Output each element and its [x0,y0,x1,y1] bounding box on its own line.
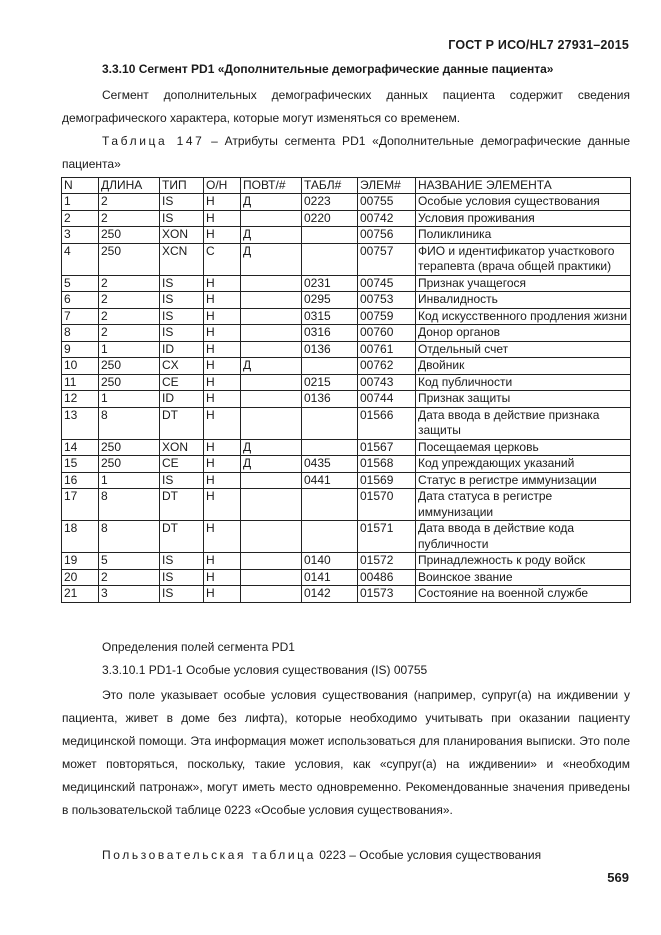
table-cell: IS [160,472,204,489]
table-row [62,439,631,456]
user-table-text: 0223 – Особые условия существования [315,848,542,862]
table-row [62,325,631,342]
table-cell: Д [241,456,302,473]
table-cell: 00759 [358,308,416,325]
table-cell: 1 [62,194,99,211]
table-cell [241,292,302,309]
table-cell: 0220 [302,210,358,227]
table-cell: Воинское звание [416,569,631,586]
table-cell: Д [241,227,302,244]
table-cell: Н [204,341,241,358]
table-cell: Принадлежность к роду войск [416,553,631,570]
table-cell: Отдельный счет [416,341,631,358]
table-cell: 0136 [302,391,358,408]
table-row [62,586,631,603]
table-cell [302,489,358,521]
table-header-row [62,178,631,194]
table-cell: Н [204,472,241,489]
table-cell: Поликлиника [416,227,631,244]
table-cell: XON [160,227,204,244]
definitions-subheading: 3.3.10.1 PD1-1 Особые условия существования (IS) 00755 [102,663,428,677]
table-cell: Код искусственного продления жизни [416,308,631,325]
table-cell: IS [160,194,204,211]
table-cell [241,275,302,292]
table-cell: Инвалидность [416,292,631,309]
table-cell: Состояние на военной службе [416,586,631,603]
table-cell: 9 [62,341,99,358]
table-cell: Н [204,358,241,375]
table-cell: 19 [62,553,99,570]
table-row [62,227,631,244]
table-cell: IS [160,210,204,227]
table-cell: Дата ввода в действие кода публичности [416,521,631,553]
table-cell [302,439,358,456]
table-cell: Признак учащегося [416,275,631,292]
table-cell: Условия проживания [416,210,631,227]
table-row [62,308,631,325]
table-cell [302,407,358,439]
column-header: ТИП [160,178,204,194]
table-cell: 00486 [358,569,416,586]
table-cell: 2 [99,292,160,309]
table-cell: IS [160,586,204,603]
table-row [62,374,631,391]
definitions-body: Это поле указывает особые условия существования (например, супруг(а) на иждивении у пациента, живет в доме без лифта), которые необходимо учитывать при оказании пациенту медицинской помощи. Эта информация может использоваться для планирования выписки. Это поле может повторяться, поскольку, такие условия, как «супруг(а) на иждивении» и «необходим медицинский патронаж», могут иметь место одновременно. Рекомендованные значения приведены в пользовательской таблице 0223 «Особые условия существования». [62,688,630,817]
table-cell: 3 [99,586,160,603]
table-cell: 2 [99,325,160,342]
table-cell: 01569 [358,472,416,489]
table-cell: Н [204,489,241,521]
table-cell: 250 [99,243,160,275]
table-cell: Н [204,569,241,586]
table-cell [241,521,302,553]
table-cell: Признак защиты [416,391,631,408]
table-cell: Д [241,243,302,275]
table-cell: Дата ввода в действие признака защиты [416,407,631,439]
table-cell: 0142 [302,586,358,603]
table-row [62,569,631,586]
table-cell: Н [204,275,241,292]
table-cell: DT [160,521,204,553]
user-table-caption [102,848,541,862]
section-title: 3.3.10 Сегмент PD1 «Дополнительные демографические данные пациента» [102,62,554,76]
table-cell: 01572 [358,553,416,570]
table-cell: 12 [62,391,99,408]
table-cell [241,325,302,342]
table-cell: CE [160,374,204,391]
column-header: НАЗВАНИЕ ЭЛЕМЕНТА [416,178,631,194]
table-row [62,243,631,275]
table-cell: 250 [99,374,160,391]
definitions-heading: Определения полей сегмента PD1 [102,640,295,654]
user-table-label: Пользовательская таблица [102,848,316,862]
table-cell: 21 [62,586,99,603]
table-cell: 17 [62,489,99,521]
table-cell: 00753 [358,292,416,309]
attributes-table [61,177,631,603]
table-cell: IS [160,275,204,292]
table-cell [302,358,358,375]
table-cell: Донор органов [416,325,631,342]
table-cell [241,489,302,521]
table-caption-text: – Атрибуты сегмента PD1 «Дополнительные демографические данные пациента» [62,134,630,171]
table-cell: Н [204,586,241,603]
table-cell: 00755 [358,194,416,211]
table-cell: Статус в регистре иммунизации [416,472,631,489]
table-cell: DT [160,407,204,439]
table-cell: Двойник [416,358,631,375]
table-cell: 14 [62,439,99,456]
table-cell [302,227,358,244]
table-cell: 0316 [302,325,358,342]
table-cell: 15 [62,456,99,473]
table-cell: 4 [62,243,99,275]
table-cell [241,210,302,227]
table-cell: DT [160,489,204,521]
table-cell [241,586,302,603]
table-cell: Особые условия существования [416,194,631,211]
table-cell: 1 [99,341,160,358]
table-cell: 0441 [302,472,358,489]
table-cell: 8 [99,489,160,521]
table-row [62,553,631,570]
table-cell: 1 [99,472,160,489]
table-cell: 0136 [302,341,358,358]
table-cell: 5 [99,553,160,570]
table-cell [241,472,302,489]
table-row [62,521,631,553]
table-cell: 8 [99,407,160,439]
table-cell [241,569,302,586]
table-cell: 00744 [358,391,416,408]
table-cell: 18 [62,521,99,553]
table-cell: IS [160,292,204,309]
table-row [62,407,631,439]
table-cell: 16 [62,472,99,489]
table-cell: 00756 [358,227,416,244]
table-cell: 2 [99,569,160,586]
table-cell: Н [204,439,241,456]
table-cell: 10 [62,358,99,375]
table-cell [241,407,302,439]
table-cell: 8 [62,325,99,342]
table-cell: 20 [62,569,99,586]
column-header: N [62,178,99,194]
table-cell: 0315 [302,308,358,325]
table-cell: Дата статуса в регистре иммунизации [416,489,631,521]
section-intro: Сегмент дополнительных демографических данных пациента содержит сведения демографического характера, которые могут изменяться со временем. [62,88,630,125]
table-cell [241,341,302,358]
column-header: ЭЛЕМ# [358,178,416,194]
table-cell: 2 [62,210,99,227]
table-cell: 2 [99,308,160,325]
table-cell: 0215 [302,374,358,391]
table-cell: 0223 [302,194,358,211]
table-cell: 01566 [358,407,416,439]
table-cell: Н [204,553,241,570]
column-header: ПОВТ/# [241,178,302,194]
table-cell: ID [160,341,204,358]
table-cell: CX [160,358,204,375]
table-cell: 250 [99,439,160,456]
table-cell: Н [204,407,241,439]
table-cell: 2 [99,194,160,211]
table-cell: 01570 [358,489,416,521]
table-cell: 250 [99,456,160,473]
table-cell: 7 [62,308,99,325]
table-cell: Н [204,210,241,227]
table-cell: 3 [62,227,99,244]
table-row [62,194,631,211]
table-cell: 1 [99,391,160,408]
table-row [62,275,631,292]
table-cell: 00762 [358,358,416,375]
table-body [62,194,631,603]
table-cell: ID [160,391,204,408]
table-row [62,489,631,521]
table-row [62,358,631,375]
table-cell [241,308,302,325]
table-cell: 01571 [358,521,416,553]
page-number: 569 [607,870,629,885]
table-row [62,391,631,408]
table-cell: 250 [99,358,160,375]
column-header: ДЛИНА [99,178,160,194]
table-cell: 0435 [302,456,358,473]
table-caption-label: Таблица 147 [102,134,205,148]
table-cell: ФИО и идентификатор участкового терапевта (врача общей практики) [416,243,631,275]
table-cell: Д [241,358,302,375]
table-cell: 00743 [358,374,416,391]
table-cell: Н [204,456,241,473]
table-cell: Н [204,374,241,391]
table-cell [241,374,302,391]
table-cell: CE [160,456,204,473]
table-cell [241,553,302,570]
table-cell: 8 [99,521,160,553]
table-cell: Н [204,308,241,325]
table-cell: 0140 [302,553,358,570]
table-cell: Н [204,325,241,342]
table-cell: С [204,243,241,275]
table-cell: 0141 [302,569,358,586]
table-cell: Код публичности [416,374,631,391]
table-cell: 0231 [302,275,358,292]
table-cell: 6 [62,292,99,309]
table-row [62,292,631,309]
table-cell: Н [204,194,241,211]
table-cell: Н [204,292,241,309]
table-row [62,456,631,473]
table-cell: IS [160,569,204,586]
table-cell: Посещаемая церковь [416,439,631,456]
table-cell: XCN [160,243,204,275]
table-caption [62,130,630,176]
table-cell: 01568 [358,456,416,473]
table-cell: 13 [62,407,99,439]
table-cell: Д [241,439,302,456]
table-row [62,341,631,358]
table-cell: Код упреждающих указаний [416,456,631,473]
table-cell: Н [204,521,241,553]
table-cell [302,521,358,553]
table-cell: 00742 [358,210,416,227]
table-cell: 00760 [358,325,416,342]
table-row [62,472,631,489]
table-cell: 00757 [358,243,416,275]
table-cell: IS [160,553,204,570]
table-cell: 01573 [358,586,416,603]
table-cell: 2 [99,210,160,227]
column-header: ТАБЛ# [302,178,358,194]
table-cell: 01567 [358,439,416,456]
table-cell [241,391,302,408]
table-row [62,210,631,227]
table-cell: 0295 [302,292,358,309]
column-header: О/Н [204,178,241,194]
table-cell: 11 [62,374,99,391]
table-cell: IS [160,325,204,342]
table-cell: Н [204,391,241,408]
table-cell: Н [204,227,241,244]
table-cell: Д [241,194,302,211]
table-cell: 250 [99,227,160,244]
table-cell: 00761 [358,341,416,358]
table-cell: 2 [99,275,160,292]
table-cell: XON [160,439,204,456]
table-cell: IS [160,308,204,325]
document-header: ГОСТ Р ИСО/HL7 27931–2015 [448,38,629,52]
table-cell [302,243,358,275]
table-cell: 5 [62,275,99,292]
table-cell: 00745 [358,275,416,292]
